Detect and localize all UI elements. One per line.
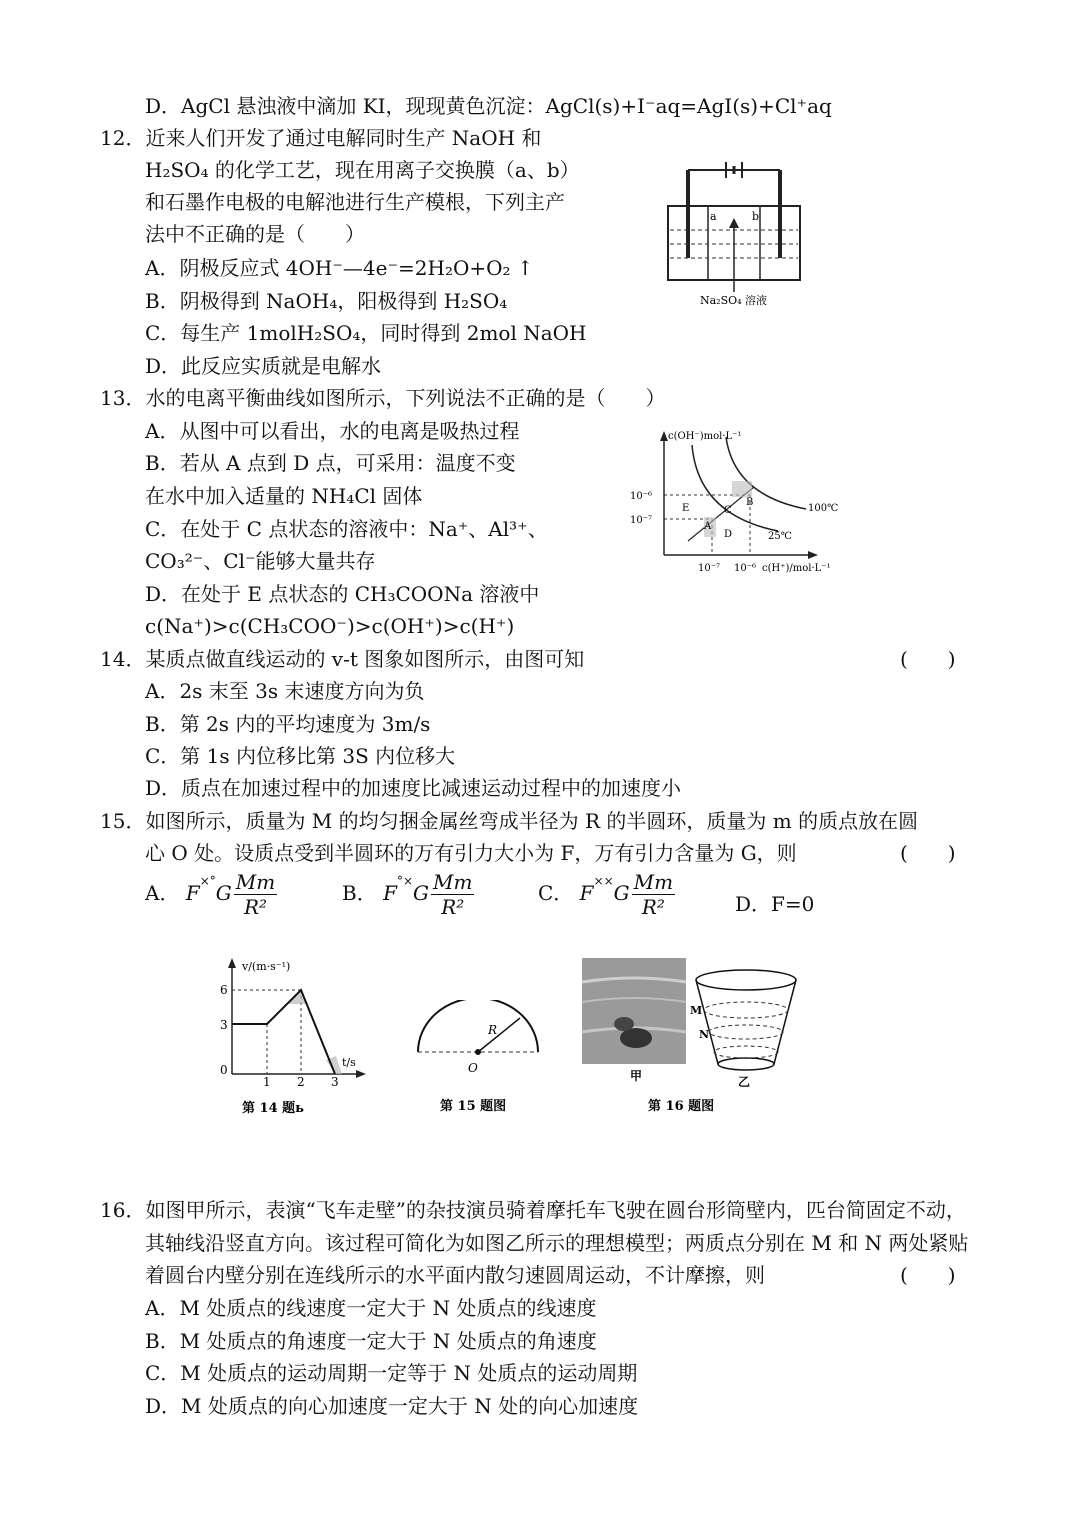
q14-option-b: B．第 2s 内的平均速度为 3m/s [145,712,431,736]
q12-stem-line1: 12．近来人们开发了通过电解同时生产 NaOH 和 [100,126,542,150]
q16-option-b: B．M 处质点的角速度一定大于 N 处质点的角速度 [145,1329,597,1353]
label-100c: 100℃ [808,503,839,514]
q11-option-d: D．AgCl 悬浊液中滴加 KI，现现黄色沉淀：AgCl(s)+I⁻aq=AgI(s)+Cl⁺aq [145,94,832,118]
vt-tick-3s: 3 [331,1075,339,1089]
fig15-caption: 第 15 题图 [440,1099,507,1114]
q13-option-b-line1: B．若从 A 点到 D 点，可采用：温度不变 [145,451,516,475]
q14-answer-paren: ( ) [900,647,956,671]
q15-answer-paren: ( ) [900,841,956,865]
q13-stem: 13．水的电离平衡曲线如图所示，下列说法不正确的是（ ） [100,386,666,410]
q16-option-d: D．M 处质点的向心加速度一定大于 N 处的向心加速度 [145,1394,639,1418]
q16-answer-paren: ( ) [900,1263,956,1287]
q15-option-d: D．F=0 [735,892,815,916]
membrane-a-label: a [710,210,717,223]
q15-stem-line2: 心 O 处。设质点受到半圆环的万有引力大小为 F，万有引力含量为 G，则 [145,841,797,865]
q15-option-c: C． F××G $\frac{Mm}{\text{R²}}$ [538,870,674,919]
q16-stem-line3: 着圆台内壁分别在连线所示的水平面内散匀速圆周运动，不计摩擦，则 [145,1263,765,1287]
vt-tick-3: 3 [220,1018,228,1032]
membrane-b-label: b [752,210,760,223]
vt-tick-6: 6 [220,983,228,997]
point-a-label: A [704,521,712,532]
q15-option-a: A． F×°G $\frac{Mm}{\text{R²}}$ [145,870,276,919]
q12-stem-line2: H₂SO₄ 的化学工艺，现在用离子交换膜（a、b） [145,158,580,182]
q12-stem-line4: 法中不正确的是（ ） [145,222,365,246]
x-tick-1e-7: 10⁻⁷ [698,563,721,574]
radius-label: R [488,1023,498,1037]
q12-option-c: C．每生产 1molH₂SO₄，同时得到 2mol NaOH [145,321,587,345]
q16-option-a: A．M 处质点的线速度一定大于 N 处质点的线速度 [145,1296,597,1320]
q13-option-d-line2: c(Na⁺)>c(CH₃COO⁻)>c(OH⁺)>c(H⁺) [145,614,515,638]
q16-option-c: C．M 处质点的运动周期一定等于 N 处质点的运动周期 [145,1361,638,1385]
q13-option-b-line2: 在水中加入适量的 NH₄Cl 固体 [145,484,423,508]
point-d-label: D [724,529,733,540]
fig14-caption: 第 14 题ь [242,1101,304,1116]
point-m-label: M [690,1004,703,1017]
center-label: O [468,1061,478,1075]
vt-line [232,990,335,1074]
q12-option-b: B．阴极得到 NaOH₄，阳极得到 H₂SO₄ [145,289,508,313]
point-b-label: B [746,497,754,508]
q14-option-d: D．质点在加速过程中的加速度比减速运动过程中的加速度小 [145,776,682,800]
q12-option-d: D．此反应实质就是电解水 [145,354,382,378]
y-tick-1e-6: 10⁻⁶ [630,491,653,502]
q15-stem-line1: 15．如图所示，质量为 M 的均匀捆金属丝弯成半径为 R 的半圆环，质量为 m 的质点放在圆 [100,809,919,833]
q16-stem-line2: 其轴线沿竖直方向。该过程可简化为如图乙所示的理想模型；两质点分别在 M 和 N 两处紧贴 [145,1231,969,1255]
na2so4-caption: Na₂SO₄ 溶液 [700,294,768,307]
point-c-label: C [724,505,732,516]
q13-option-c-line1: C．在处于 C 点状态的溶液中：Na⁺、Al³⁺、 [145,517,548,541]
curve-100c [726,437,806,509]
vt-tick-1: 1 [263,1075,271,1089]
point-n-label: N [699,1028,710,1041]
q15-option-b: B． F°×G $\frac{Mm}{\text{R²}}$ [342,870,473,919]
vt-tick-2: 2 [297,1075,305,1089]
q13-option-a: A．从图中可以看出，水的电离是吸热过程 [145,419,520,443]
q12-stem-line3: 和石墨作电极的电解池进行生产模根，下列主产 [145,190,565,214]
label-jia: 甲 [630,1069,643,1083]
vt-origin: 0 [220,1063,228,1077]
q14-option-a: A．2s 末至 3s 末速度方向为负 [145,679,425,703]
electrolysis-cell-figure [660,158,810,308]
vt-y-label: v/(m·s⁻¹) [242,960,291,973]
semicircle-figure [410,1000,550,1118]
stunt-photo [582,958,686,1064]
q14-stem: 14．某质点做直线运动的 v-t 图象如图所示，由图可知 [100,647,585,671]
water-ionization-figure [628,425,848,583]
q13-option-d-line1: D．在处于 E 点状态的 CH₃COONa 溶液中 [145,582,540,606]
q16-stem-line1: 16．如图甲所示，表演“飞车走壁”的杂技演员骑着摩托车飞驶在圆台形筒壁内，匹台简固定不动， [100,1198,966,1222]
label-yi: 乙 [738,1075,751,1089]
flying-car-figure [578,952,803,1118]
q12-option-a: A．阴极反应式 4OH⁻—4e⁻=2H₂O+O₂ ↑ [145,256,534,280]
fig16-caption: 第 16 题图 [648,1099,715,1114]
y-axis-label: c(OH⁻)mol·L⁻¹ [668,431,742,442]
vt-graph-figure [212,952,372,1118]
vt-x-label: t/s [342,1056,356,1069]
x-axis-label: c(H⁺)/mol·L⁻¹ [762,563,831,574]
point-e-label: E [682,503,690,514]
q13-option-c-line2: CO₃²⁻、Cl⁻能够大量共存 [145,549,376,573]
label-25c: 25℃ [768,531,792,542]
q14-option-c: C．第 1s 内位移比第 3S 内位移大 [145,744,456,768]
x-tick-1e-6: 10⁻⁶ [734,563,757,574]
y-tick-1e-7: 10⁻⁷ [630,515,653,526]
